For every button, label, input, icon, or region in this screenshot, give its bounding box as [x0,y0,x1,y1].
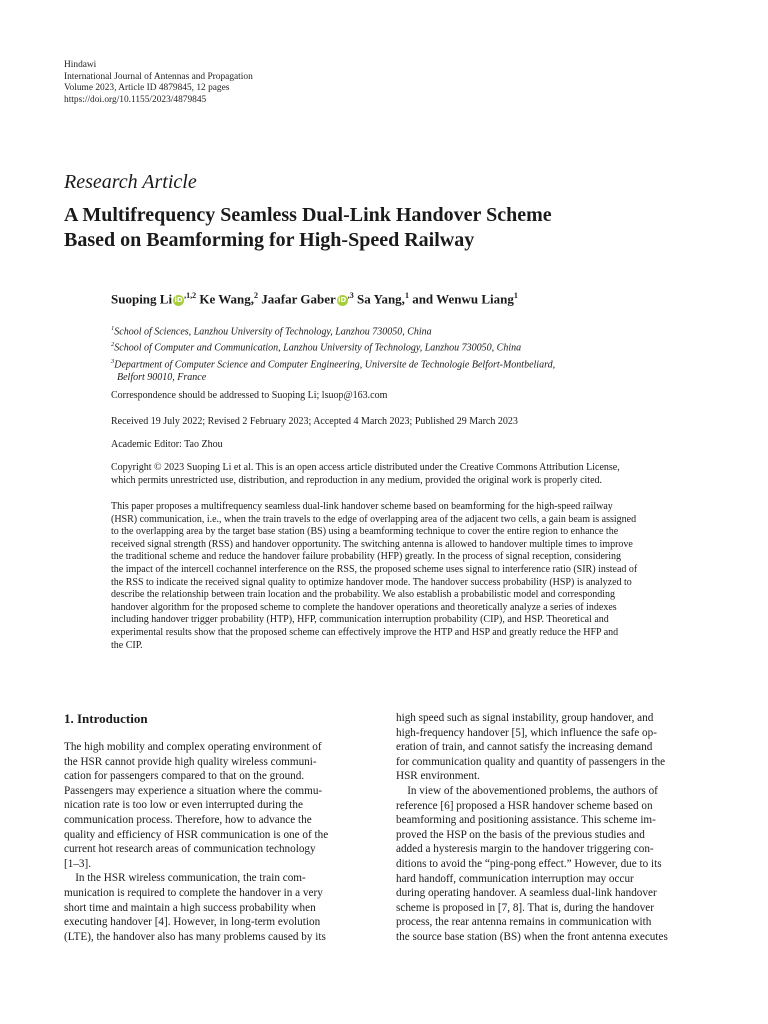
body-line: [1–3]. [64,857,92,870]
body-line: eration of train, and cannot satisfy the increasing demand [396,741,653,754]
abstract-line: the RSS to indicate the received signal quality to optimize handover mode. The handover success probability (HSP) is analyzed to [111,576,632,588]
title-line: A Multifrequency Seamless Dual-Link Handover Scheme [64,204,552,226]
body-line: HSR environment. [396,770,480,783]
author-affil-marker: 2 [254,291,258,300]
correspondence: Correspondence should be addressed to Suoping Li; lsuop@163.com [111,390,388,401]
body-line: beamforming and positioning assistance. This scheme im- [396,814,656,827]
section-heading: 1. Introduction [64,711,148,726]
abstract-line: to the overlapping area by the target base station (BS) using a beamforming technique to cover the entire region to enhance the [111,526,619,538]
journal-name: International Journal of Antennas and Propagation [64,71,253,82]
affiliation-text: School of Computer and Communication, Lanzhou University of Technology, Lanzhou 730050, China [114,342,522,354]
orcid-icon[interactable]: iD [338,296,347,305]
body-line: current hot research areas of communication technology [64,843,316,856]
copyright-notice [111,462,706,487]
abstract-line: the traditional scheme and reduce the handover failure probability (HFP) greatly. In the process of signal reception, considering [111,551,622,563]
affiliation [111,338,711,354]
author-affil-marker: ,3 [347,291,354,300]
body-line: cation for passengers compared to that on the ground. [64,770,305,783]
body-line: during operating handover. A seamless dual-link handover [396,887,657,900]
abstract-line: the impact of the intercell cochannel interference on the RSS, the proposed scheme uses signal to interference ratio (SIR) instead of [111,563,638,575]
body-line: The high mobility and complex operating environment of [64,741,322,753]
title-line: Based on Beamforming for High-Speed Railway [64,229,475,251]
author-name[interactable]: Jaafar Gaber [261,291,336,307]
author-name[interactable]: Sa Yang, [357,291,405,307]
publisher-name: Hindawi [64,60,97,70]
body-line: the source base station (BS) when the front antenna executes [396,930,668,943]
body-line: (LTE), the handover also has many problems caused by its [64,930,326,943]
body-line: reference [6] proposed a HSR handover scheme based on [396,799,653,812]
body-line: quality and efficiency of HSR communication is one of the [64,828,329,841]
body-line: ditions to avoid the “ping-pong effect.” However, due to its [396,857,662,870]
orcid-icon[interactable]: iD [174,296,183,305]
body-line: communication process. Therefore, how to advance the [64,813,312,826]
abstract-line: received signal strength (RSS) and handover opportunity. The switching antenna is allowed to handover multiple times to improve [111,538,633,550]
article-type: Research Article [64,171,197,193]
body-line: short time and maintain a high success probability when [64,901,316,914]
author-name[interactable]: and Wenwu Liang [412,291,514,307]
abstract-line: including handover trigger probability (HTP), HFP, communication interruption probability (CIP), and HSP. Theoretical and [111,614,609,626]
affiliation-number: 1 [111,325,115,332]
affiliation [111,355,711,371]
doi-link[interactable]: https://doi.org/10.1155/2023/4879845 [64,94,207,105]
body-line: In view of the abovementioned problems, the authors of [396,784,658,797]
body-line: high speed such as signal instability, group handover, and [396,712,654,724]
author-affil-marker: 1 [513,291,518,300]
journal-header [64,60,253,106]
affiliation-continued: Belfort 90010, France [117,371,207,383]
body-line: proved the HSP on the basis of the previous studies and [396,828,645,841]
academic-editor: Academic Editor: Tao Zhou [111,439,223,450]
affiliation-text: Department of Computer Science and Computer Engineering, Universite de Technologie Belfort-Montbeliard, [114,358,556,370]
body-line: process, the rear antenna remains in communication with [396,916,652,929]
body-line: the HSR cannot provide high quality wireless communi- [64,755,317,768]
abstract-line: describe the relationship between train location and the probability. We also establish a probabilistic model and corresponding [111,589,616,601]
body-line: high-frequency handover [5], which influence the safe op- [396,726,657,739]
body-line: nication rate is too low or even interrupted during the [64,799,303,812]
abstract [111,501,706,652]
body-line: In the HSR wireless communication, the train com- [64,872,306,885]
affiliation-text: School of Sciences, Lanzhou University of Technology, Lanzhou 730050, China [114,326,432,338]
copyright-line: which permits unrestricted use, distribution, and reproduction in any medium, provided the original work is properly cited. [111,474,603,486]
author-name[interactable]: Ke Wang, [199,291,254,307]
author-affil-marker: ,1,2 [184,291,197,300]
body-line: scheme is proposed in [7, 8]. That is, during the handover [396,901,654,914]
body-line: for communication quality and quantity of passengers in the [396,755,666,768]
copyright-line: Copyright © 2023 Suoping Li et al. This is an open access article distributed under the Creative Commons Attribution License, [111,462,620,473]
body-line: added a hysteresis margin to the handover triggering con- [396,843,654,856]
publication-dates: Received 19 July 2022; Revised 2 February 2023; Accepted 4 March 2023; Published 29 March 2023 [111,416,518,427]
abstract-line: experimental results show that the proposed scheme can effectively improve the HTP and HSP and greatly reduce the HFP and [111,626,619,638]
volume-info: Volume 2023, Article ID 4879845, 12 pages [64,83,230,94]
body-line: Passengers may experience a situation where the commu- [64,784,323,797]
abstract-line: (HSR) communication, i.e., when the train travels to the edge of overlapping area of the adjacent two cells, a gain beam is assigned [111,513,637,525]
body-column-right [396,711,706,945]
body-line: hard handoff, communication interruption may occur [396,872,634,885]
body-line: munication is required to complete the handover in a very [64,886,323,899]
abstract-line: the CIP. [111,639,143,651]
body-line: executing handover [4]. However, in long-term evolution [64,916,321,929]
affiliation-number: 3 [111,357,115,365]
abstract-line: This paper proposes a multifrequency seamless dual-link handover scheme based on beamforming for the high-speed railway [111,501,613,512]
affiliations [111,322,711,384]
author-affil-marker: 1 [404,291,409,300]
affiliation [111,322,711,338]
body-column-left [64,740,374,944]
author-list [111,291,518,307]
affiliation-number: 2 [111,341,115,349]
paper-title [64,203,704,253]
abstract-line: handover algorithm for the proposed scheme to complete the handover operations and theoretically analyze a series of indexes [111,601,617,613]
author-name[interactable]: Suoping Li [111,291,173,307]
